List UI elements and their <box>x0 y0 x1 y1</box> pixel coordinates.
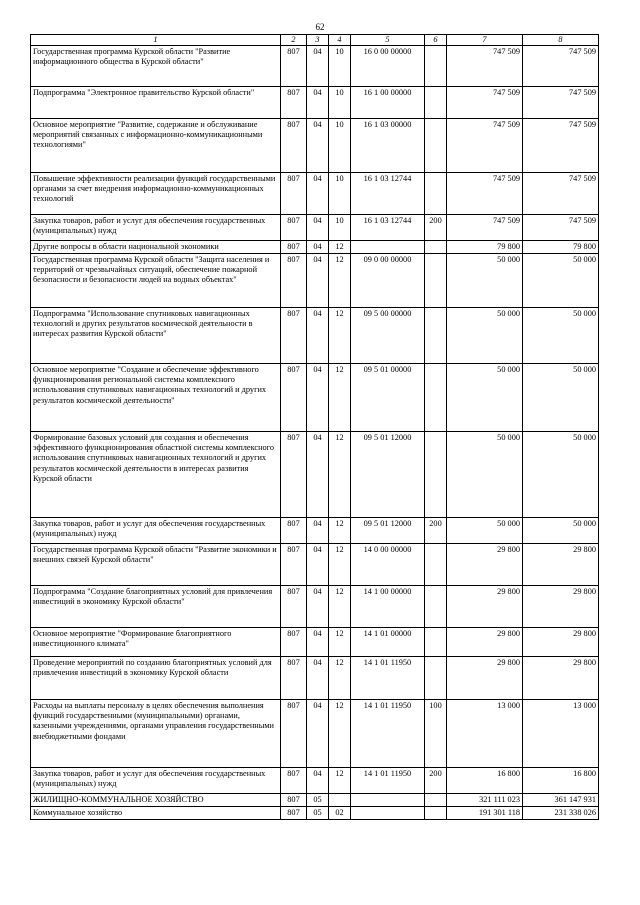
table-row <box>31 768 599 794</box>
subsection-code: 12 <box>329 700 351 768</box>
expense-type-code <box>425 544 447 586</box>
row-name: Основное мероприятие "Развитие, содержание и обслуживание мероприятий связанных с информационно-коммуникационными технологиями" <box>31 119 281 173</box>
amount-year-2: 50 000 <box>523 518 599 544</box>
amount-year-1: 50 000 <box>447 364 523 432</box>
section-code: 05 <box>307 794 329 807</box>
amount-year-2: 747 509 <box>523 87 599 119</box>
section-code: 04 <box>307 544 329 586</box>
amount-year-1: 13 000 <box>447 700 523 768</box>
target-article-code <box>351 794 425 807</box>
target-article-code: 14 1 01 11950 <box>351 657 425 700</box>
amount-year-2: 231 338 026 <box>523 807 599 820</box>
section-code: 04 <box>307 87 329 119</box>
section-code: 04 <box>307 700 329 768</box>
section-code: 05 <box>307 807 329 820</box>
amount-year-1: 747 509 <box>447 87 523 119</box>
admin-code: 807 <box>281 215 307 241</box>
table-row <box>31 432 599 518</box>
row-name: Государственная программа Курской области "Развитие экономики и внешних связей Курской области" <box>31 544 281 586</box>
target-article-code: 16 1 00 00000 <box>351 87 425 119</box>
header-cell: 4 <box>329 35 351 46</box>
budget-table <box>30 34 599 820</box>
subsection-code: 10 <box>329 119 351 173</box>
table-row <box>31 308 599 364</box>
row-name: Повышение эффективности реализации функций государственными органами за счет внедрения информационно-коммуникационных технологий <box>31 173 281 215</box>
target-article-code: 16 1 03 00000 <box>351 119 425 173</box>
row-name: Основное мероприятие "Создание и обеспечение эффективного функционирования региональной системы комплексного использования спутниковых навигационных технологий и других результатов космической деятельности" <box>31 364 281 432</box>
table-row <box>31 241 599 254</box>
expense-type-code <box>425 432 447 518</box>
amount-year-2: 361 147 931 <box>523 794 599 807</box>
amount-year-2: 50 000 <box>523 432 599 518</box>
section-code: 04 <box>307 215 329 241</box>
section-code: 04 <box>307 768 329 794</box>
section-code: 04 <box>307 657 329 700</box>
amount-year-1: 16 800 <box>447 768 523 794</box>
section-code: 04 <box>307 364 329 432</box>
amount-year-2: 29 800 <box>523 544 599 586</box>
header-cell: 3 <box>307 35 329 46</box>
amount-year-2: 747 509 <box>523 215 599 241</box>
amount-year-1: 50 000 <box>447 518 523 544</box>
target-article-code: 09 5 00 00000 <box>351 308 425 364</box>
target-article-code: 14 1 01 11950 <box>351 768 425 794</box>
expense-type-code <box>425 628 447 657</box>
amount-year-1: 747 509 <box>447 46 523 87</box>
subsection-code: 12 <box>329 544 351 586</box>
amount-year-1: 29 800 <box>447 657 523 700</box>
table-row <box>31 586 599 628</box>
subsection-code: 12 <box>329 768 351 794</box>
target-article-code: 14 1 01 11950 <box>351 700 425 768</box>
admin-code: 807 <box>281 768 307 794</box>
table-row <box>31 364 599 432</box>
amount-year-1: 321 111 023 <box>447 794 523 807</box>
amount-year-2: 29 800 <box>523 657 599 700</box>
admin-code: 807 <box>281 657 307 700</box>
table-row <box>31 254 599 308</box>
expense-type-code <box>425 657 447 700</box>
subsection-code: 10 <box>329 87 351 119</box>
amount-year-2: 50 000 <box>523 364 599 432</box>
row-name: Закупка товаров, работ и услуг для обеспечения государственных (муниципальных) нужд <box>31 768 281 794</box>
amount-year-2: 747 509 <box>523 46 599 87</box>
admin-code: 807 <box>281 432 307 518</box>
amount-year-1: 29 800 <box>447 544 523 586</box>
row-name: ЖИЛИЩНО-КОММУНАЛЬНОЕ ХОЗЯЙСТВО <box>31 794 281 807</box>
target-article-code: 14 0 00 00000 <box>351 544 425 586</box>
amount-year-2: 13 000 <box>523 700 599 768</box>
row-name: Формирование базовых условий для создания и обеспечения эффективного функционирования областной системы комплексного использования спутниковых навигационных технологий и других результатов космической деятельности в интересах развития Курской области <box>31 432 281 518</box>
row-name: Расходы на выплаты персоналу в целях обеспечения выполнения функций государственными (муниципальными) органами, казенными учреждениями, органами управления государственными внебюджетными фондами <box>31 700 281 768</box>
target-article-code: 09 5 01 12000 <box>351 432 425 518</box>
table-row <box>31 173 599 215</box>
target-article-code <box>351 807 425 820</box>
header-cell: 8 <box>523 35 599 46</box>
target-article-code: 14 1 01 00000 <box>351 628 425 657</box>
amount-year-2: 747 509 <box>523 119 599 173</box>
subsection-code: 12 <box>329 254 351 308</box>
amount-year-2: 79 800 <box>523 241 599 254</box>
subsection-code: 10 <box>329 173 351 215</box>
section-code: 04 <box>307 241 329 254</box>
table-row <box>31 518 599 544</box>
expense-type-code <box>425 46 447 87</box>
expense-type-code <box>425 173 447 215</box>
target-article-code <box>351 241 425 254</box>
header-cell: 6 <box>425 35 447 46</box>
admin-code: 807 <box>281 254 307 308</box>
admin-code: 807 <box>281 308 307 364</box>
expense-type-code <box>425 87 447 119</box>
table-row <box>31 700 599 768</box>
subsection-code: 12 <box>329 364 351 432</box>
table-row <box>31 544 599 586</box>
row-name: Подпрограмма "Электронное правительство Курской области" <box>31 87 281 119</box>
amount-year-1: 191 301 118 <box>447 807 523 820</box>
amount-year-1: 747 509 <box>447 215 523 241</box>
admin-code: 807 <box>281 173 307 215</box>
amount-year-1: 50 000 <box>447 432 523 518</box>
expense-type-code <box>425 794 447 807</box>
target-article-code: 09 0 00 00000 <box>351 254 425 308</box>
row-name: Закупка товаров, работ и услуг для обеспечения государственных (муниципальных) нужд <box>31 215 281 241</box>
admin-code: 807 <box>281 119 307 173</box>
amount-year-1: 29 800 <box>447 586 523 628</box>
row-name: Государственная программа Курской области "Защита населения и территорий от чрезвычайных ситуаций, обеспечение пожарной безопасности и безопасности людей на водных объектах" <box>31 254 281 308</box>
section-code: 04 <box>307 586 329 628</box>
subsection-code: 10 <box>329 46 351 87</box>
subsection-code: 12 <box>329 518 351 544</box>
subsection-code <box>329 794 351 807</box>
admin-code: 807 <box>281 544 307 586</box>
row-name: Коммунальное хозяйство <box>31 807 281 820</box>
section-code: 04 <box>307 518 329 544</box>
section-code: 04 <box>307 628 329 657</box>
expense-type-code <box>425 807 447 820</box>
expense-type-code <box>425 119 447 173</box>
row-name: Основное мероприятие "Формирование благоприятного инвестиционного климата" <box>31 628 281 657</box>
header-cell: 1 <box>31 35 281 46</box>
admin-code: 807 <box>281 87 307 119</box>
table-row <box>31 46 599 87</box>
section-code: 04 <box>307 46 329 87</box>
subsection-code: 10 <box>329 215 351 241</box>
row-name: Государственная программа Курской области "Развитие информационного общества в Курской области" <box>31 46 281 87</box>
admin-code: 807 <box>281 628 307 657</box>
section-code: 04 <box>307 254 329 308</box>
amount-year-1: 29 800 <box>447 628 523 657</box>
target-article-code: 09 5 01 12000 <box>351 518 425 544</box>
page-number: 62 <box>315 22 325 32</box>
target-article-code: 14 1 00 00000 <box>351 586 425 628</box>
expense-type-code <box>425 364 447 432</box>
admin-code: 807 <box>281 807 307 820</box>
expense-type-code: 200 <box>425 215 447 241</box>
amount-year-2: 747 509 <box>523 173 599 215</box>
admin-code: 807 <box>281 586 307 628</box>
subsection-code: 12 <box>329 657 351 700</box>
target-article-code: 16 1 03 12744 <box>351 173 425 215</box>
admin-code: 807 <box>281 794 307 807</box>
table-row <box>31 794 599 807</box>
table-row <box>31 628 599 657</box>
table-row <box>31 807 599 820</box>
target-article-code: 09 5 01 00000 <box>351 364 425 432</box>
subsection-code: 12 <box>329 432 351 518</box>
subsection-code: 12 <box>329 628 351 657</box>
row-name: Закупка товаров, работ и услуг для обеспечения государственных (муниципальных) нужд <box>31 518 281 544</box>
expense-type-code <box>425 241 447 254</box>
admin-code: 807 <box>281 700 307 768</box>
admin-code: 807 <box>281 46 307 87</box>
header-row <box>31 35 599 46</box>
expense-type-code: 200 <box>425 768 447 794</box>
table-row <box>31 87 599 119</box>
amount-year-2: 29 800 <box>523 586 599 628</box>
header-cell: 2 <box>281 35 307 46</box>
amount-year-2: 16 800 <box>523 768 599 794</box>
amount-year-1: 50 000 <box>447 254 523 308</box>
row-name: Другие вопросы в области национальной экономики <box>31 241 281 254</box>
amount-year-1: 79 800 <box>447 241 523 254</box>
target-article-code: 16 1 03 12744 <box>351 215 425 241</box>
admin-code: 807 <box>281 364 307 432</box>
amount-year-2: 50 000 <box>523 254 599 308</box>
header-cell: 7 <box>447 35 523 46</box>
expense-type-code: 100 <box>425 700 447 768</box>
table-row <box>31 657 599 700</box>
amount-year-2: 50 000 <box>523 308 599 364</box>
amount-year-1: 747 509 <box>447 173 523 215</box>
subsection-code: 12 <box>329 241 351 254</box>
amount-year-1: 50 000 <box>447 308 523 364</box>
row-name: Подпрограмма "Создание благоприятных условий для привлечения инвестиций в экономику Курской области" <box>31 586 281 628</box>
subsection-code: 02 <box>329 807 351 820</box>
expense-type-code <box>425 308 447 364</box>
subsection-code: 12 <box>329 586 351 628</box>
expense-type-code <box>425 254 447 308</box>
expense-type-code: 200 <box>425 518 447 544</box>
row-name: Подпрограмма "Использование спутниковых навигационных технологий и других результатов космической деятельности в интересах развития Курской области" <box>31 308 281 364</box>
section-code: 04 <box>307 173 329 215</box>
admin-code: 807 <box>281 518 307 544</box>
amount-year-2: 29 800 <box>523 628 599 657</box>
header-cell: 5 <box>351 35 425 46</box>
table-row <box>31 215 599 241</box>
amount-year-1: 747 509 <box>447 119 523 173</box>
section-code: 04 <box>307 308 329 364</box>
expense-type-code <box>425 586 447 628</box>
subsection-code: 12 <box>329 308 351 364</box>
section-code: 04 <box>307 432 329 518</box>
admin-code: 807 <box>281 241 307 254</box>
table-row <box>31 119 599 173</box>
row-name: Проведение мероприятий по созданию благоприятных условий для привлечения инвестиций в экономику Курской области <box>31 657 281 700</box>
section-code: 04 <box>307 119 329 173</box>
target-article-code: 16 0 00 00000 <box>351 46 425 87</box>
